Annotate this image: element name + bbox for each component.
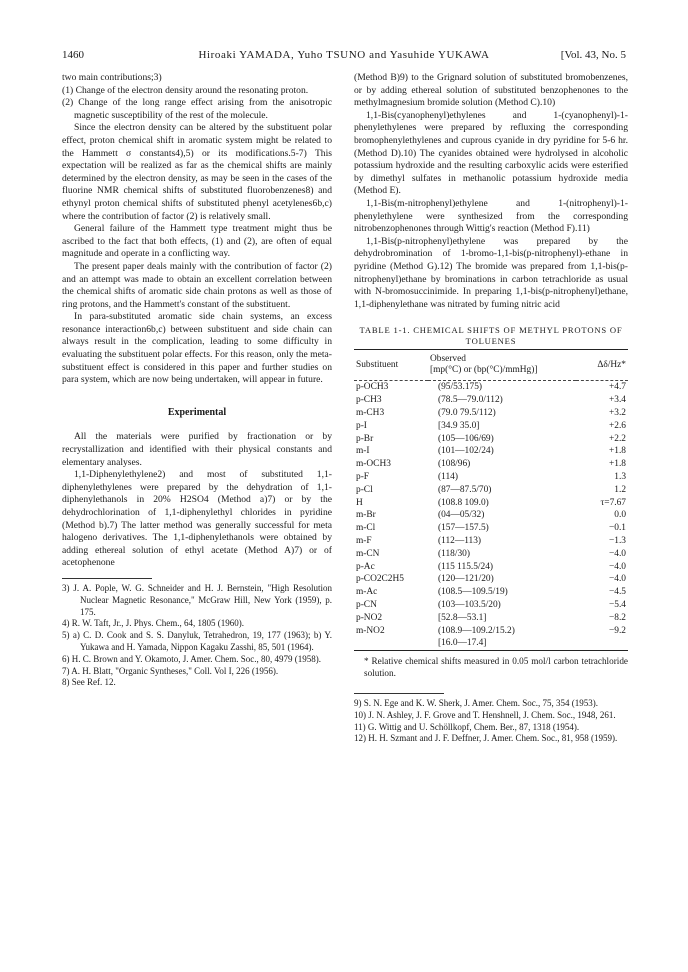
table-row: [354, 548, 628, 561]
paragraph: 1,1-Diphenylethylene2) and most of substituted 1,1-diphenylethylenes were prepared by the dehydration of 1,1-diphenylethanols in 20% H2SO4 (Method a)7) or by the dehydrochlorination of 1,1-diphenylethyl chlorides in pyridine (Method b).7) The latter method was generally successful for meta halogeno derivatives. The 1,1-diphenylethanols were obtained by adding ethereal solution of ethyl acetate (Method A)7) or of acetophenone: [62, 469, 332, 569]
paragraph: The present paper deals mainly with the contribution of factor (2) and an attempt was made to obtain an excellent correlation between the chemical shifts of aromatic side chain protons as well as those of ring protons, and the Hammett's constant of the substituent.: [62, 260, 332, 310]
table-row: [354, 573, 628, 586]
cell-delta: −0.1: [608, 523, 626, 534]
cell-substituent: p-Cl: [356, 484, 373, 495]
cell-substituent: m-CH3: [356, 407, 385, 418]
column-header-observed-line2: [mp(°C) or (bp(°C)/mmHg)]: [430, 365, 538, 376]
cell-delta: +3.2: [608, 407, 626, 418]
table-row: [354, 394, 628, 407]
table-row: [354, 624, 628, 637]
paragraph: General failure of the Hammett type treatment might thus be ascribed to the fact that both effects, (1) and (2), are often of equal magnitude and operate in a conflicting way.: [62, 223, 332, 260]
footnote: 12) H. H. Szmant and J. F. Deffner, J. Amer. Chem. Soc., 81, 958 (1959).: [354, 733, 618, 744]
page-number: 1460: [62, 49, 84, 61]
table-row: [354, 445, 628, 458]
table-row: [354, 612, 628, 625]
cell-observed: (115 115.5/24): [438, 561, 494, 572]
table-row: [354, 458, 628, 471]
cell-substituent: m-CN: [356, 548, 380, 559]
cell-delta: 0.0: [614, 510, 626, 521]
paragraph: Since the electron density can be altered by the substituent polar effect, proton chemical shift in aromatic system might be related to the Hammett σ constants4),5) or its modifications.5-7) This expectation will be realized as far as the chemical shifts are mainly determined by the electron density, as may be seen in the cases of the fluorine NMR chemical shifts of substituted fluorobenzenes8) and ethynyl proton chemical shifts of substituted phenyl acetylenes6b,c) where the contribution of factor (2) is relatively small.: [62, 122, 332, 222]
cell-delta: +1.8: [608, 446, 626, 457]
table-row: [354, 496, 628, 509]
paragraph: two main contributions;3): [62, 72, 162, 83]
paragraph: 1,1-Bis(m-nitrophenyl)ethylene and 1-(nitrophenyl)-1-phenylethylene were synthesized from the corresponding nitrobenzophenones through Wittig's reaction (Method F).11): [354, 197, 628, 235]
footnote: 7) A. H. Blatt, "Organic Syntheses," Coll. Vol I, 226 (1956).: [62, 665, 279, 676]
column-header-substituent: Substituent: [356, 359, 399, 370]
list-item: (1) Change of the electron density around the resonating proton.: [62, 84, 309, 96]
cell-substituent: p-CO2C2H5: [356, 574, 404, 585]
footnote: 6) H. C. Brown and Y. Okamoto, J. Amer. Chem. Soc., 80, 4979 (1958).: [62, 653, 321, 664]
cell-observed: [34.9 35.0]: [438, 420, 480, 431]
table-row: [354, 471, 628, 484]
cell-delta: +4.7: [608, 382, 626, 393]
cell-delta: 1.3: [614, 471, 626, 482]
table-row: [354, 522, 628, 535]
cell-substituent: p-Br: [356, 433, 374, 444]
table-row: [354, 484, 628, 497]
cell-observed: (103—103.5/20): [438, 599, 501, 610]
cell-observed: (157—157.5): [438, 523, 489, 534]
section-heading: Experimental: [167, 406, 227, 418]
table-row: [354, 407, 628, 420]
cell-observed: (95/53.175): [438, 382, 483, 393]
cell-delta: 1.2: [614, 484, 626, 495]
footnote: 10) J. N. Ashley, J. F. Grove and T. Henshnell, J. Chem. Soc., 1948, 261.: [354, 709, 616, 720]
footnote: 5) a) C. D. Cook and S. S. Danyluk, Tetrahedron, 19, 177 (1963); b) Y. Yukawa and H. Yamada, Nippon Kagaku Zasshi, 85, 501 (1964).: [62, 630, 332, 652]
cell-observed: [16.0—17.4]: [438, 638, 487, 649]
cell-substituent: p-F: [356, 471, 370, 482]
cell-substituent: p-Ac: [356, 561, 375, 572]
cell-delta: [576, 637, 628, 650]
cell-substituent: p-CH3: [356, 395, 382, 406]
cell-delta: −8.2: [608, 612, 626, 623]
table-row: [354, 599, 628, 612]
table-row: [354, 509, 628, 522]
cell-observed: (108.8 109.0): [438, 497, 489, 508]
cell-delta: −9.2: [608, 625, 626, 636]
table-row: [354, 432, 628, 445]
cell-substituent: m-I: [356, 446, 370, 457]
cell-observed: (118/30): [438, 548, 470, 559]
footnote: 11) G. Wittig and U. Schöllkopf, Chem. Ber., 87, 1318 (1954).: [354, 721, 580, 732]
cell-substituent: p-OCH3: [356, 382, 389, 393]
cell-substituent: [354, 637, 428, 650]
cell-delta: −4.0: [608, 548, 626, 559]
table-row: [354, 420, 628, 433]
cell-delta: −4.0: [608, 561, 626, 572]
cell-observed: (87—87.5/70): [438, 484, 492, 495]
cell-observed: (114): [438, 471, 458, 482]
cell-observed: (101—102/24): [438, 446, 494, 457]
volume-info: [Vol. 43, No. 5: [560, 49, 626, 61]
cell-observed: [52.8—53.1]: [438, 612, 487, 623]
chemical-shifts-table: [354, 349, 628, 651]
cell-observed: (04—05/32): [438, 510, 485, 521]
paragraph: All the materials were purified by fractionation or by recrystallization and identified with their physical constants and elementary analyses.: [62, 431, 332, 468]
footnote: 4) R. W. Taft, Jr., J. Phys. Chem., 64, 1805 (1960).: [62, 618, 244, 629]
cell-delta: −4.5: [608, 587, 626, 598]
cell-delta: +3.4: [608, 395, 626, 406]
table-row: [354, 586, 628, 599]
cell-observed: (108.9—109.2/15.2): [438, 625, 515, 636]
footnote: 3) J. A. Pople, W. G. Schneider and H. J. Bernstein, "High Resolution Nuclear Magnetic Resonance," McGraw Hill, New York (1959), p. 175.: [62, 582, 332, 617]
right-column: [354, 72, 628, 745]
cell-substituent: p-NO2: [356, 612, 383, 623]
cell-observed: (120—121/20): [438, 574, 494, 585]
cell-delta: τ=7.67: [600, 497, 626, 508]
paragraph: 1,1-Bis(p-nitrophenyl)ethylene was prepared by the dehydrobromination of 1-bromo-1,1-bis(p-nitrophenyl)-ethane in pyridine (Method G).12) The bromide was prepared from 1,1-bis(p-nitrophenyl)ethane by brominations in carbon tetrachloride as usual with N-bromosuccinimide. In preparing 1,1-bis(p-nitrophenyl)ethane, 1,1-diphenylethane was nitrated by fuming nitric acid: [354, 235, 628, 310]
cell-observed: (78.5—79.0/112): [438, 395, 503, 406]
column-header-observed: [428, 350, 576, 381]
paragraph: 1,1-Bis(cyanophenyl)ethylenes and 1-(cyanophenyl)-1-phenylethylenes were prepared by refluxing the corresponding bromophenylethylenes and cuprous cyanide in dry pyridine for 5-6 hr. (Method D).10) The cyanides obtained were hydrolysed in alcoholic potassium hydroxide and the resulting carboxylic acids were esterified by dimethyl sulfates in methanolic potassium hydroxide media (Method E).: [354, 109, 628, 197]
running-header: [62, 49, 626, 65]
column-header-observed-line1: Observed: [430, 354, 466, 365]
column-header-delta: Δδ/Hz*: [597, 359, 626, 370]
table-row: [354, 535, 628, 548]
table-note: * Relative chemical shifts measured in 0.05 mol/l carbon tetrachloride solution.: [364, 656, 628, 678]
paragraph: (Method B)9) to the Grignard solution of substituted bromobenzenes, or by adding ethereal solution of substituted benzophenones to the methylmagnesium bromide solution (Method C).10): [354, 72, 628, 109]
left-column: [62, 72, 332, 689]
footnote: 8) See Ref. 12.: [62, 677, 116, 688]
cell-delta: +2.6: [608, 420, 626, 431]
cell-delta: −5.4: [608, 599, 626, 610]
cell-observed: (79.0 79.5/112): [438, 407, 496, 418]
list-item: (2) Change of the long range effect arising from the anisotropic magnetic susceptibility of the rest of the molecule.: [62, 97, 332, 121]
cell-delta: −1.3: [608, 535, 626, 546]
footnote: 9) S. N. Ege and K. W. Sherk, J. Amer. Chem. Soc., 75, 354 (1953).: [354, 698, 598, 709]
cell-delta: +2.2: [608, 433, 626, 444]
cell-substituent: m-Cl: [356, 523, 376, 534]
authors-line: Hiroaki YAMADA, Yuho TSUNO and Yasuhide YUKAWA: [198, 49, 490, 61]
cell-observed: (108/96): [438, 459, 471, 470]
cell-substituent: p-I: [356, 420, 367, 431]
cell-substituent: m-NO2: [356, 625, 385, 636]
cell-delta: −4.0: [608, 574, 626, 585]
paragraph: In para-substituted aromatic side chain systems, an excess resonance interaction6b,c) between substituent and side chain can always result in the complication, leading to some difficulty in evaluating the substituent polar effects. For this reason, only the meta-substituent effect is considered in this paper and further studies on para system, which are now being undertaken, will appear in future.: [62, 311, 332, 386]
footnote-divider: [62, 578, 152, 579]
cell-substituent: p-CN: [356, 599, 377, 610]
cell-delta: +1.8: [608, 459, 626, 470]
table-row: [354, 381, 628, 394]
cell-observed: (108.5—109.5/19): [438, 587, 508, 598]
table-caption: TABLE 1-1. CHEMICAL SHIFTS OF METHYL PROTONS OF TOLUENES: [359, 325, 623, 347]
cell-substituent: H: [356, 497, 363, 508]
cell-substituent: m-Br: [356, 510, 376, 521]
cell-substituent: m-F: [356, 535, 372, 546]
footnote-divider: [354, 693, 444, 694]
cell-observed: (105—106/69): [438, 433, 494, 444]
cell-substituent: m-OCH3: [356, 459, 391, 470]
cell-substituent: m-Ac: [356, 587, 378, 598]
table-header-row: [354, 350, 628, 381]
table-row: [354, 560, 628, 573]
cell-observed: (112—113): [438, 535, 482, 546]
table-row: [354, 637, 628, 650]
